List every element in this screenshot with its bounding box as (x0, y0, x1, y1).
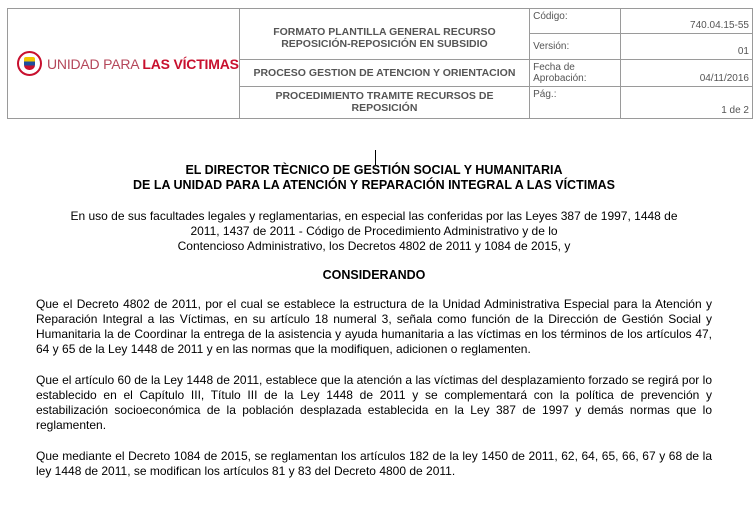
intro-paragraph: En uso de sus facultades legales y reglamentarias, en especial las conferidas por las Leyes 387 de 1997, 1448 de 2011, 1437 de 2011 - Código de Procedimiento Administrativo y de lo Contencioso Administrativo, los Decretos 4802 de 2011 y 1084 de 2015, y (70, 209, 678, 253)
approval-date-value: 04/11/2016 (621, 60, 753, 87)
paragraph: Que el Decreto 4802 de 2011, por el cual se establece la estructura de la Unidad Administrativa Especial para la Atención y Reparación Integral a las Víctimas, en su artículo 18 numeral 3, señala como función de la Dirección de Gestión Social y Humanitaria la de Coordinar la entrega de la asistencia y ayuda humanitaria a las víctimas en los términos de los artículos 47, 64 y 65 de la Ley 1448 de 2011 y en las normas que la modifiquen, adicionen o reglamenten. (36, 297, 712, 356)
document-body[interactable] (36, 163, 712, 479)
document-header-table (7, 8, 753, 119)
procedure-name: PROCEDIMIENTO TRAMITE RECURSOS DE REPOSICIÓN (239, 87, 529, 119)
paragraph: Que mediante el Decreto 1084 de 2015, se reglamentan los artículos 182 de la ley 1450 de 2011, 62, 64, 65, 66, 67 y 68 de la ley 1448 de 2011, se modifican los artículos 81 y 83 del Decreto 4800 de 2011. (36, 449, 712, 478)
unidad-victimas-logo (8, 9, 239, 118)
logo-wordmark: UNIDAD PARA LAS VÍCTIMAS (47, 55, 239, 72)
approval-date-label: Fecha de Aprobación: (530, 60, 621, 87)
page-label: Pág.: (530, 87, 621, 119)
document-heading: EL DIRECTOR TÈCNICO DE GESTIÓN SOCIAL Y HUMANITARIA DE LA UNIDAD PARA LA ATENCIÓN Y REPARACIÓN INTEGRAL A LAS VÍCTIMAS (133, 163, 615, 192)
version-value: 01 (621, 34, 753, 60)
process-name: PROCESO GESTION DE ATENCION Y ORIENTACION (239, 60, 529, 87)
considerando-heading: CONSIDERANDO (322, 268, 426, 282)
colombia-seal-icon (17, 51, 42, 76)
format-title: FORMATO PLANTILLA GENERAL RECURSO REPOSICIÓN-REPOSICIÓN EN SUBSIDIO (239, 9, 529, 60)
paragraph: Que el artículo 60 de la Ley 1448 de 2011, establece que la atención a las víctimas del desplazamiento forzado se regirá por lo establecido en el Capítulo III, Título III de la Ley 1448 de 2011 y se complementará con la política de prevención y estabilización socioeconómica de la población desplazada establecida en la Ley 387 de 1997 y demás normas que lo reglamenten. (36, 373, 712, 432)
version-label: Versión: (530, 34, 621, 60)
page-value: 1 de 2 (621, 87, 753, 119)
code-value: 740.04.15-55 (621, 9, 753, 34)
logo-cell (8, 9, 240, 119)
code-label: Código: (530, 9, 621, 34)
